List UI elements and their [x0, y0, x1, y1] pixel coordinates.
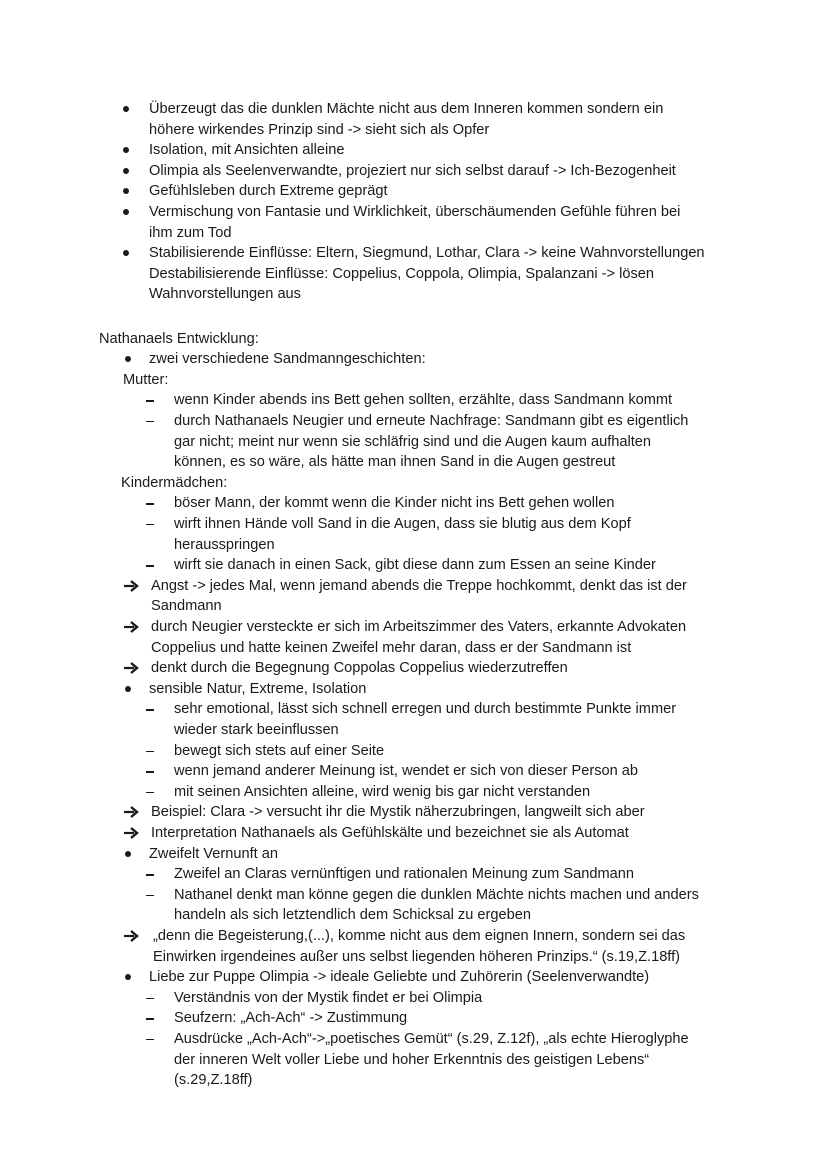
dash-icon [146, 524, 154, 525]
arrow-item-text: Interpretation Nathanaels als Gefühlskälte und bezeichnet sie als Automat [151, 825, 629, 841]
sub-label: Kindermädchen: [121, 474, 228, 491]
right-arrow-icon [123, 661, 139, 675]
bullet-dot-icon [125, 356, 131, 362]
arrow-item-text: Sandmann [151, 598, 222, 615]
dash-icon [146, 771, 154, 772]
list-item-text: Vermischung von Fantasie und Wirklichkeit, überschäumenden Gefühle führen bei [149, 204, 681, 220]
section-heading: Nathanaels Entwicklung: [99, 330, 259, 347]
list-item-text: ihm zum Tod [149, 224, 232, 241]
sub-item-text: mit seinen Ansichten alleine, wird wenig bis gar nicht verstanden [174, 783, 591, 800]
dash-icon [146, 998, 154, 999]
sub-item-text: der inneren Welt voller Liebe und hoher Erkenntnis des geistigen Lebens“ [174, 1051, 650, 1068]
sub-item-text: können, es so wäre, als hätte man ihnen Sand in die Augen gestreut [174, 454, 616, 471]
right-arrow-icon [123, 805, 139, 819]
bullet-dot-icon [125, 686, 131, 692]
dash-icon [146, 751, 154, 752]
arrow-item-text: Angst -> jedes Mal, wenn jemand abends die Treppe hochkommt, denkt das ist der [151, 577, 687, 594]
bullet-dot-icon [123, 250, 129, 256]
sub-label: Mutter: [123, 371, 169, 388]
sub-item-text: herausspringen [174, 536, 275, 553]
bullet-dot-icon [125, 974, 131, 980]
list-item-text: Überzeugt das die dunklen Mächte nicht aus dem Inneren kommen sondern ein [149, 101, 664, 117]
sub-item-text: wenn Kinder abends ins Bett gehen sollten, erzählte, dass Sandmann kommt [174, 392, 673, 409]
dash-icon [146, 709, 154, 710]
bullet-dot-icon [123, 168, 129, 174]
dash-icon [146, 1018, 154, 1019]
bullet-dot-icon [125, 851, 131, 857]
list-item-text: Olimpia als Seelenverwandte, projeziert nur sich selbst darauf -> Ich-Bezogenheit [149, 162, 676, 179]
sub-item-text: Ausdrücke „Ach-Ach“->„poetisches Gemüt“ (s.29, Z.12f), „als echte Hieroglyphe [174, 1031, 689, 1047]
arrow-item-text: Beispiel: Clara -> versucht ihr die Mystik näherzubringen, langweilt sich aber [151, 804, 645, 821]
list-item-text: zwei verschiedene Sandmanngeschichten: [149, 351, 426, 368]
list-item-text: sensible Natur, Extreme, Isolation [149, 680, 367, 697]
dash-icon [146, 503, 154, 504]
sub-item-text: durch Nathanaels Neugier und erneute Nachfrage: Sandmann gibt es eigentlich [174, 413, 689, 429]
sub-item-text: Zweifel an Claras vernünftigen und rationalen Meinung zum Sandmann [174, 866, 634, 883]
sub-item-text: bewegt sich stets auf einer Seite [174, 742, 385, 759]
sub-item-text: böser Mann, der kommt wenn die Kinder nicht ins Bett gehen wollen [174, 495, 615, 512]
bullet-dot-icon [123, 209, 129, 215]
dash-icon [146, 895, 154, 896]
list-item-text: Wahnvorstellungen aus [149, 286, 301, 303]
dash-icon [146, 565, 154, 566]
sub-item-text: Verständnis von der Mystik findet er bei Olimpia [174, 989, 483, 1006]
sub-item-text: (s.29,Z.18ff) [174, 1072, 253, 1089]
sub-item-text: handeln als sich letztendlich dem Schicksal zu ergeben [174, 907, 531, 924]
right-arrow-icon [123, 620, 139, 634]
sub-item-text: sehr emotional, lässt sich schnell erregen und durch bestimmte Punkte immer [174, 701, 677, 718]
dash-icon [146, 400, 154, 401]
dash-icon [146, 421, 154, 422]
sub-item-text: wirft sie danach in einen Sack, gibt diese dann zum Essen an seine Kinder [174, 557, 656, 574]
bullet-dot-icon [123, 106, 129, 112]
right-arrow-icon [123, 826, 139, 840]
sub-item-text: Nathanel denkt man könne gegen die dunklen Mächte nichts machen und anders [174, 886, 699, 903]
list-item-text: Liebe zur Puppe Olimpia -> ideale Geliebte und Zuhörerin (Seelenverwandte) [149, 969, 650, 986]
arrow-item-text: denkt durch die Begegnung Coppolas Coppelius wiederzutreffen [151, 660, 568, 677]
sub-item-text: Seufzern: „Ach-Ach“ -> Zustimmung [174, 1010, 408, 1027]
list-item-text: höhere wirkendes Prinzip sind -> sieht sich als Opfer [149, 121, 490, 138]
dash-icon [146, 792, 154, 793]
arrow-item-text: Coppelius und hatte keinen Zweifel mehr daran, dass er der Sandmann ist [151, 639, 632, 656]
right-arrow-icon [123, 579, 139, 593]
list-item-text: Zweifelt Vernunft an [149, 845, 278, 862]
list-item-text: Isolation, mit Ansichten alleine [149, 142, 345, 159]
list-item-text: Gefühlsleben durch Extreme geprägt [149, 183, 388, 200]
dash-icon [146, 1039, 154, 1040]
sub-item-text: wieder stark beeinflussen [174, 722, 339, 738]
sub-item-text: wenn jemand anderer Meinung ist, wendet er sich von dieser Person ab [174, 763, 639, 780]
sub-item-text: wirft ihnen Hände voll Sand in die Augen, dass sie blutig aus dem Kopf [174, 516, 631, 532]
list-item-text: Stabilisierende Einflüsse: Eltern, Siegmund, Lothar, Clara -> keine Wahnvorstellungen [149, 245, 705, 262]
quote-text: „denn die Begeisterung,(...), komme nicht aus dem eignen Innern, sondern sei das [153, 928, 686, 944]
right-arrow-icon [123, 929, 139, 943]
sub-item-text: gar nicht; meint nur wenn sie schläfrig sind und die Augen kaum aufhalten [174, 433, 652, 450]
bullet-dot-icon [123, 188, 129, 194]
list-item-text: Destabilisierende Einflüsse: Coppelius, Coppola, Olimpia, Spalanzani -> lösen [149, 265, 654, 282]
dash-icon [146, 874, 154, 875]
arrow-item-text: durch Neugier versteckte er sich im Arbeitszimmer des Vaters, erkannte Advokaten [151, 619, 687, 635]
bullet-dot-icon [123, 147, 129, 153]
quote-text: Einwirken irgendeines außer uns selbst liegenden höheren Prinzips.“ (s.19,Z.18ff) [153, 948, 681, 965]
